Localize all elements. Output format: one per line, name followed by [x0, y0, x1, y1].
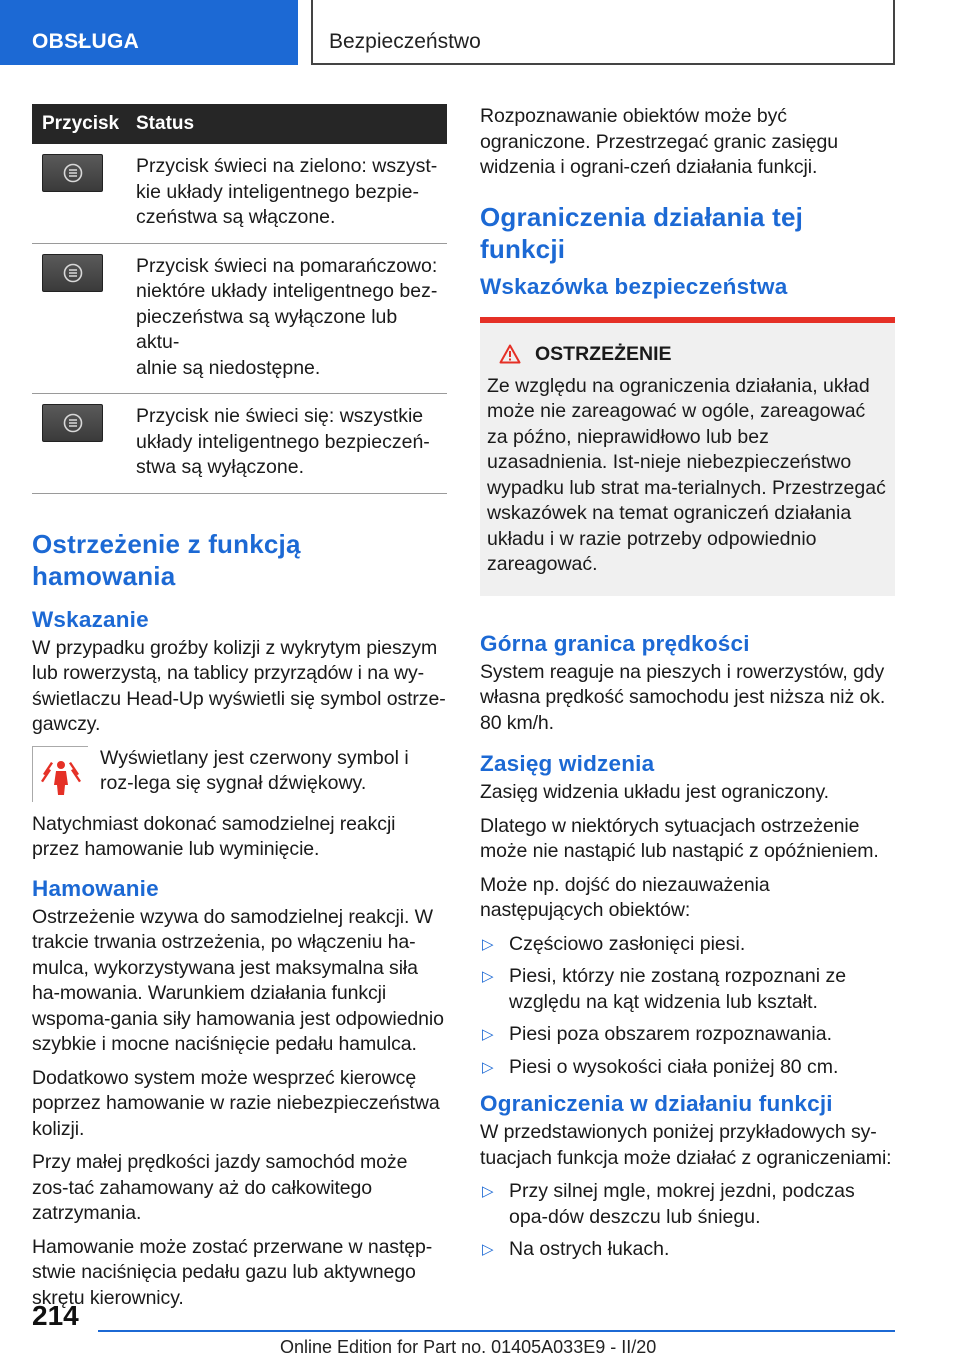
bullet-marker: ▷	[482, 1026, 494, 1043]
button-status-table	[32, 104, 447, 494]
assist-button-icon	[42, 154, 103, 192]
heading-function-limits: Ograniczenia działania tej funkcji	[480, 201, 804, 264]
page-number: 214	[32, 1300, 79, 1331]
subheading-speed-limit: Górna granica prędkości	[480, 630, 750, 656]
paragraph: System reaguje na pieszych i rowerzystów, gdy własna prędkość samochodu jest niższa niż ok. 80 km/h.	[480, 660, 886, 734]
paragraph: W przypadku groźby kolizji z wykrytym pieszym lub rowerzystą, na tablicy przyrządów i na wy-świetlaczu Head-Up wyświetli się symbol ostrze-gawczy.	[32, 636, 446, 735]
section-tab	[0, 0, 298, 65]
warning-box	[480, 317, 895, 596]
subheading-safety-note: Wskazówka bezpieczeństwa	[480, 273, 788, 299]
bullet-marker: ▷	[482, 968, 494, 985]
warning-label: OSTRZEŻENIE	[535, 342, 672, 365]
table-header-row	[32, 104, 447, 144]
right-column	[480, 104, 895, 1273]
subheading-indication: Wskazanie	[32, 606, 149, 632]
bullet-marker: ▷	[482, 1058, 494, 1076]
range-list	[480, 932, 895, 1081]
assist-button-icon	[42, 254, 103, 292]
table-cell-status: Przycisk świeci na zielono: wszyst- kie układy inteligentnego bezpie- czeństwa są włączone.	[124, 144, 447, 243]
table-row	[32, 144, 447, 243]
paragraph: Może np. dojść do niezauważenia następujących obiektów:	[480, 873, 770, 921]
footer-rule	[98, 1330, 895, 1332]
paragraph: Dlatego w niektórych sytuacjach ostrzeżenie może nie nastąpić lub nastąpić z opóźnieniem.	[480, 814, 879, 862]
chapter-header	[311, 0, 895, 65]
warning-symbol-row	[32, 746, 447, 802]
table-header-button: Przycisk	[32, 104, 124, 144]
table-row	[32, 243, 447, 394]
paragraph: Hamowanie może zostać przerwane w następ-stwie naciśnięcia pedału gazu lub aktywnego skrętu kierownicy.	[32, 1235, 433, 1309]
bullet-marker: ▷	[482, 1241, 494, 1258]
paragraph: Ostrzeżenie wzywa do samodzielnej reakcji. W trakcie trwania ostrzeżenia, po włączeniu ha-mulca, wykorzystywana jest maksymalna siła ha-mowania. Warunkiem działania funkcji wspoma-gania siły hamowania jest odpowiednio szybkie i mocne naciśnięcie pedału hamulca.	[32, 905, 444, 1055]
section-label: OBSŁUGA	[32, 30, 140, 53]
assist-button-icon	[42, 404, 103, 442]
pedestrian-warning-icon	[32, 746, 88, 802]
list-item: ▷ Piesi, którzy nie zostaną rozpoznani ze względu na kąt widzenia lub kształt.	[482, 965, 847, 1013]
chapter-title: Bezpieczeństwo	[329, 30, 481, 53]
bullet-marker: ▷	[482, 1183, 494, 1200]
list-item: ▷ Częściowo zasłonięci piesi.	[480, 932, 895, 958]
paragraph: Dodatkowo system może wesprzeć kierowcę poprzez hamowanie w razie niebezpieczeństwa kolizji.	[32, 1066, 440, 1140]
heading-brake-warning: Ostrzeżenie z funkcją hamowania	[32, 528, 301, 591]
bullet-marker: ▷	[482, 935, 494, 953]
list-item: ▷ Piesi poza obszarem rozpoznawania.	[480, 1022, 895, 1048]
table-cell-status: Przycisk świeci na pomarańczowo: niektóre układy inteligentnego bez- pieczeństwa są wyłączone lub aktu- alnie są niedostępne.	[124, 243, 447, 394]
limits-list	[480, 1179, 895, 1263]
list-item: ▷ Przy silnej mgle, mokrej jezdni, podczas opa-dów deszczu lub śniegu.	[482, 1180, 855, 1228]
warning-text: Ze względu na ograniczenia działania, układ może nie zareagować w ogóle, zareagować za późno, nieprawidłowo lub bez uzasadnienia. Ist-nieje niebezpieczeństwo wypadku lub strat ma-terialnych. Przestrzegać wskazówek na temat ograniczeń działania układu i w razie potrzeby odpowiednio zareagować.	[487, 374, 886, 575]
warning-triangle-icon	[499, 344, 521, 364]
list-item: ▷ Piesi o wysokości ciała poniżej 80 cm.	[480, 1055, 895, 1081]
table-row	[32, 394, 447, 494]
paragraph: Zasięg widzenia układu jest ograniczony.	[480, 781, 829, 803]
subheading-operation-limits: Ograniczenia w działaniu funkcji	[480, 1091, 833, 1116]
left-column	[32, 104, 447, 1319]
footer-edition: Online Edition for Part no. 01405A033E9 - II/20	[280, 1337, 657, 1357]
table-cell-status: Przycisk nie świeci się: wszystkie układy inteligentnego bezpieczeń- stwa są wyłączone.	[124, 394, 447, 494]
subheading-range: Zasięg widzenia	[480, 751, 655, 776]
paragraph: Przy małej prędkości jazdy samochód może zos-tać zahamowany aż do całkowitego zatrzymania.	[32, 1151, 408, 1224]
list-item: ▷ Na ostrych łukach.	[480, 1237, 895, 1263]
symbol-description: Wyświetlany jest czerwony symbol i roz-lega się sygnał dźwiękowy.	[100, 746, 409, 794]
subheading-braking: Hamowanie	[32, 875, 159, 901]
warning-header	[487, 343, 887, 366]
paragraph: Rozpoznawanie obiektów może być ograniczone. Przestrzegać granic zasięgu widzenia i ograni-czeń działania funkcji.	[480, 105, 839, 178]
table-header-status: Status	[124, 104, 447, 144]
paragraph: W przedstawionych poniżej przykładowych sy-tuacjach funkcja może działać z ograniczeniami:	[480, 1121, 892, 1169]
paragraph: Natychmiast dokonać samodzielnej reakcji przez hamowanie lub wyminięcie.	[32, 812, 396, 860]
